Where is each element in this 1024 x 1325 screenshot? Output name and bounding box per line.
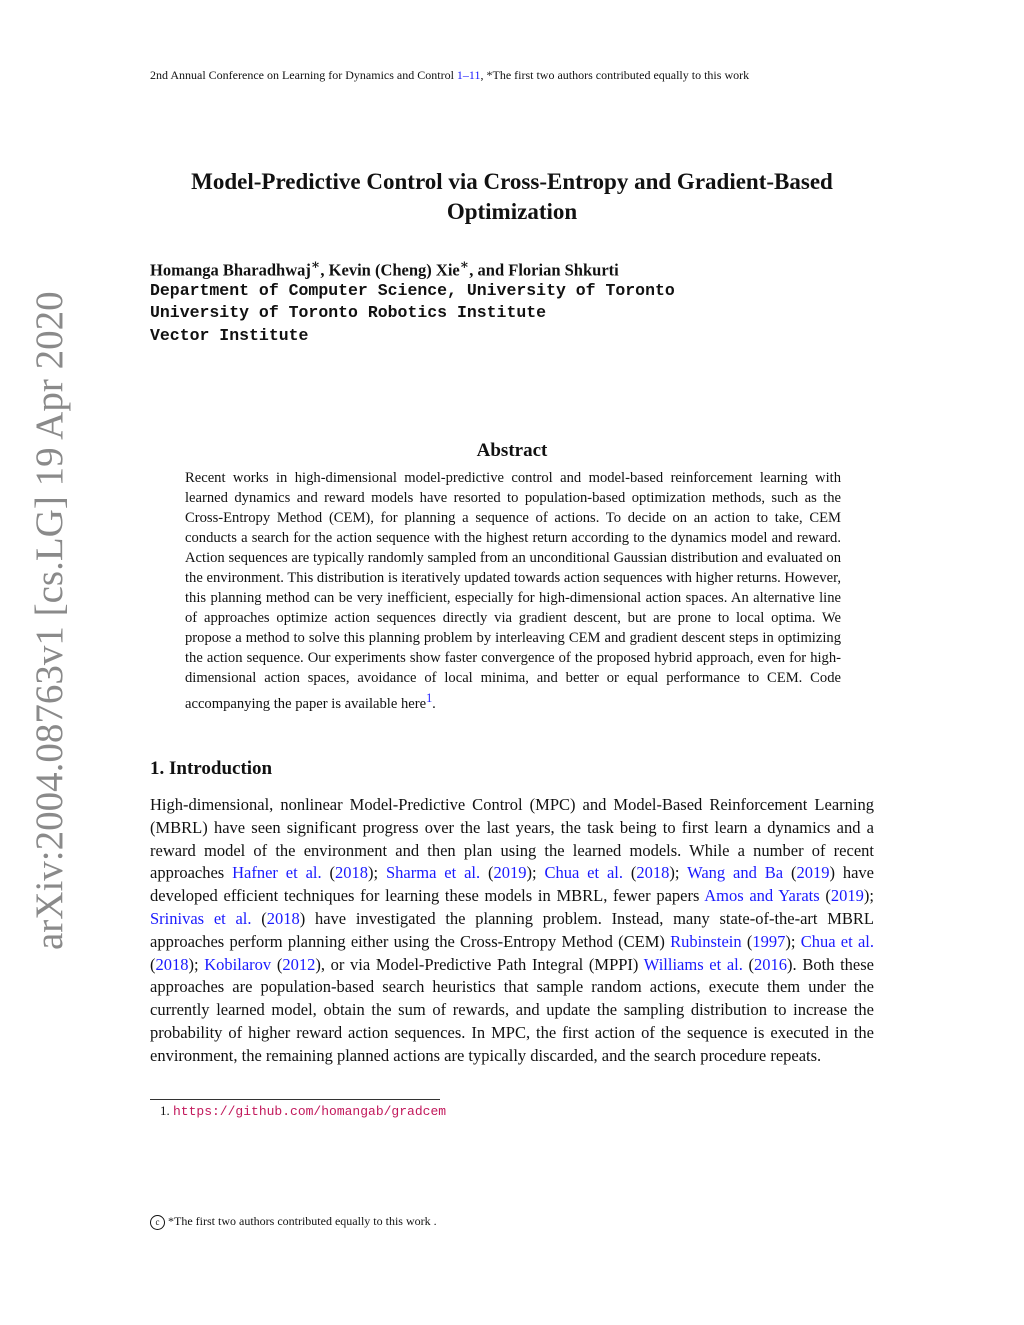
title-line-1: Model-Predictive Control via Cross-Entropy and Gradient-Based bbox=[191, 169, 833, 194]
affiliation-1: Department of Computer Science, University of Toronto bbox=[150, 281, 675, 300]
intro-paragraph: High-dimensional, nonlinear Model-Predictive Control (MPC) and Model-Based Reinforcement Learning (MBRL) have seen significant progress over the last years, the task being to first learn a dynamics and a reward model of the environment and then plan using the learned models. While a number of recent approaches Hafner et al. (2018); Sharma et al. (2019); Chua et al. (2018); Wang and Ba (2019) have developed efficient techniques for learning these models in MBRL, fewer papers Amos and Yarats (2019); Srinivas et al. (2018) have investigated the planning problem. Instead, many state-of-the-art MBRL approaches perform planning either using the Cross-Entropy Method (CEM) Rubinstein (1997); Chua et al. (2018); Kobilarov (2012), or via Model-Predictive Path Integral (MPPI) Williams et al. (2016). Both these approaches are population-based search heuristics that sample random actions, execute them under the currently learned model, obtain the sum of rewards, and update the sampling distribution to increase the probability of higher reward action sequences. In MPC, the first action of the sequence is executed in the environment, the remaining planned actions are typically discarded, and the search procedure repeats. bbox=[150, 795, 875, 1065]
citation-year[interactable]: 2012 bbox=[282, 954, 316, 974]
author-3: , and Florian Shkurti bbox=[469, 260, 619, 280]
arxiv-stamp: arXiv:2004.08763v1 [cs.LG] 19 Apr 2020 bbox=[28, 291, 71, 950]
header-page-link[interactable]: 1–11 bbox=[456, 68, 481, 82]
paper-title bbox=[150, 167, 874, 227]
citation-year[interactable]: 2019 bbox=[493, 863, 527, 883]
citation-link[interactable]: Chua et al. bbox=[544, 863, 624, 883]
code-url-link[interactable]: https://github.com/homangab/gradcem bbox=[173, 1104, 447, 1119]
footnote-ref[interactable]: 1 bbox=[426, 691, 433, 705]
author-2: , Kevin (Cheng) Xie bbox=[320, 260, 460, 280]
copyright-text: *The first two authors contributed equally to this work . bbox=[168, 1214, 437, 1228]
copyright-note bbox=[150, 1214, 437, 1230]
citation-link[interactable]: Amos and Yarats bbox=[704, 886, 820, 906]
citation-year[interactable]: 2016 bbox=[754, 954, 788, 974]
section-heading: 1. Introduction bbox=[150, 758, 273, 779]
header-note: , *The first two authors contributed equally to this work bbox=[480, 68, 750, 82]
equal-contrib-mark: ∗ bbox=[459, 257, 470, 272]
running-header bbox=[150, 68, 874, 83]
footnote bbox=[160, 1103, 446, 1119]
citation-link[interactable]: Rubinstein bbox=[670, 931, 742, 951]
title-line-2: Optimization bbox=[446, 199, 578, 224]
footnote-rule bbox=[150, 1099, 440, 1100]
abstract-body: Recent works in high-dimensional model-predictive control and model-based reinforcement learning with learned dynamics and reward models have resorted to population-based optimization methods, such as the Cross-Entropy Method (CEM), for planning a sequence of actions. To decide on an action to take, CEM conducts a search for the action sequence with the highest return according to the dynamics model and reward. Action sequences are typically randomly sampled from an unconditional Gaussian distribution and evaluated on the environment. This distribution is iteratively updated towards action sequences with higher returns. However, this planning method can be very inefficient, especially for high-dimensional action spaces. An alternative line of approaches optimize action sequences directly via gradient descent, but are prone to local optima. We propose a method to solve this planning problem by interleaving CEM and gradient descent steps in optimizing the action sequence. Our experiments show faster convergence of the proposed hybrid approach, even for high-dimensional action spaces, avoidance of local minima, and better or equal performance to CEM. Code accompanying the paper is available here$^1$. bbox=[185, 470, 841, 712]
citation-link[interactable]: Srinivas et al. bbox=[150, 908, 252, 928]
citation-year[interactable]: 2018 bbox=[335, 863, 369, 883]
equal-contrib-mark: ∗ bbox=[310, 257, 321, 272]
citation-link[interactable]: Williams et al. bbox=[643, 954, 743, 974]
affiliation-2: University of Toronto Robotics Institute bbox=[150, 303, 547, 322]
citation-link[interactable]: Kobilarov bbox=[204, 954, 272, 974]
affiliation-3: Vector Institute bbox=[150, 326, 309, 345]
citation-link[interactable]: Chua et al. bbox=[800, 931, 874, 951]
citation-year[interactable]: 1997 bbox=[752, 931, 786, 951]
copyright-icon: c bbox=[150, 1215, 165, 1230]
author-1: Homanga Bharadhwaj bbox=[150, 260, 311, 280]
citation-year[interactable]: 2018 bbox=[266, 908, 300, 928]
citation-link[interactable]: Hafner et al. bbox=[232, 863, 322, 883]
citation-link[interactable]: Sharma et al. bbox=[385, 863, 481, 883]
citation-link[interactable]: Wang and Ba bbox=[687, 863, 784, 883]
header-text: 2nd Annual Conference on Learning for Dynamics and Control bbox=[150, 68, 457, 82]
citation-year[interactable]: 2018 bbox=[636, 863, 670, 883]
author-list bbox=[150, 257, 874, 281]
citation-year[interactable]: 2019 bbox=[796, 863, 830, 883]
citation-year[interactable]: 2019 bbox=[830, 886, 864, 906]
citation-year[interactable]: 2018 bbox=[155, 954, 189, 974]
footnote-number: 1. bbox=[160, 1103, 170, 1118]
abstract-heading: Abstract bbox=[476, 440, 548, 461]
abstract-text: Recent works in high-dimensional model-predictive control and model-based reinforcement learning with learned dynamics and reward models have resorted to population-based optimization methods, such as the Cross-Entropy Method (CEM), for planning a sequence of actions. To decide on an action to take, CEM conducts a search for the action sequence with the highest return according to the dynamics model and reward. Action sequences are typically randomly sampled from an unconditional Gaussian distribution and evaluated on the environment. This distribution is iteratively updated towards action sequences with higher returns. However, this planning method can be very inefficient, especially for high-dimensional action spaces. An alternative line of approaches optimize action sequences directly via gradient descent, but are prone to local optima. We propose a method to solve this planning problem by interleaving CEM and gradient descent steps in optimizing the action sequence. Our experiments show faster convergence of the proposed hybrid approach, even for high-dimensional action spaces, avoidance of local minima, and better or equal performance to CEM. Code accompanying the paper is available here bbox=[185, 470, 841, 712]
